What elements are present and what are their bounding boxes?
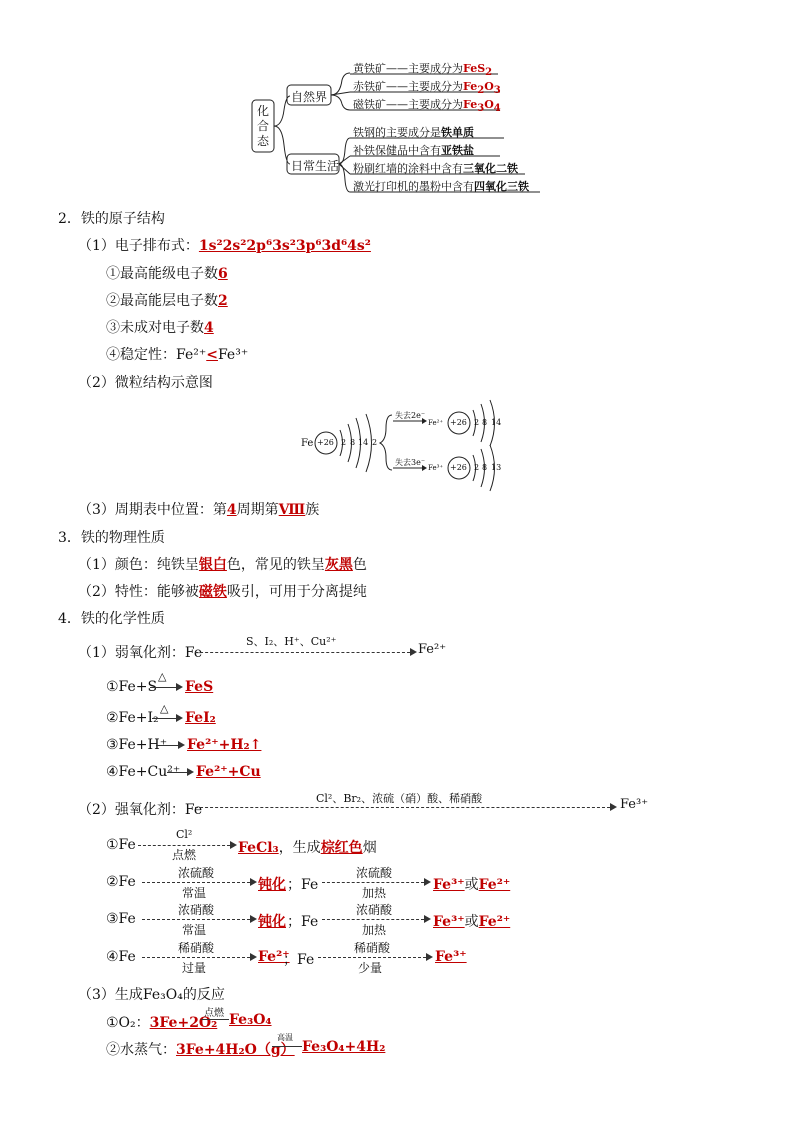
f2-product: Fe₃O₄+4H₂ bbox=[302, 1039, 386, 1055]
fe-symbol: Fe bbox=[301, 438, 314, 449]
weak-conditions: S、I₂、H⁺、Cu²⁺ bbox=[246, 635, 337, 648]
section-2-heading: 2．铁的原子结构 bbox=[58, 211, 165, 227]
s3-separator: ；Fe bbox=[287, 914, 319, 930]
lose-3e-label: 失去3e⁻ bbox=[395, 458, 426, 467]
fe3-symbol: Fe³⁺ bbox=[428, 464, 444, 472]
mindmap-nature-label: 自然界 bbox=[291, 90, 328, 104]
weak-arrow-line bbox=[195, 652, 410, 653]
electron-config: （1）电子排布式：1s²2s²2p⁶3s²3p⁶3d⁶4s² bbox=[78, 238, 371, 254]
fe2-shell-1: 2 bbox=[474, 418, 480, 427]
particle-structure-label: （2）微粒结构示意图 bbox=[78, 375, 213, 391]
w3-arrow bbox=[156, 745, 178, 746]
fe3-shell-1: 2 bbox=[474, 463, 480, 472]
s4-arrowhead bbox=[250, 953, 257, 961]
weak-product: Fe²⁺ bbox=[418, 642, 447, 657]
s1-top: Cl² bbox=[176, 828, 193, 841]
s1-result: FeCl₃，生成棕红色烟 bbox=[238, 840, 377, 856]
s3-bottom: 常温 bbox=[182, 923, 207, 937]
w1-condition: △ bbox=[158, 670, 167, 683]
daily-item-1: 铁钢的主要成分是铁单质 bbox=[353, 126, 474, 139]
w4-answer: Fe²⁺+Cu bbox=[196, 764, 261, 780]
strong-reaction-3: ③Fe bbox=[106, 911, 136, 927]
highest-shell-electrons: ②最高能层电子数2 bbox=[106, 293, 228, 309]
weak-reaction-1: ①Fe+S bbox=[106, 679, 158, 695]
s2-result2: Fe³⁺或Fe²⁺ bbox=[433, 877, 511, 893]
strong-conditions: Cl²、Br₂、浓硫（硝）酸、稀硝酸 bbox=[316, 792, 483, 805]
highest-level-electrons: ①最高能级电子数6 bbox=[106, 266, 228, 282]
strong-reaction-1: ①Fe bbox=[106, 837, 136, 853]
fe3o4-oxygen: ①O₂：3Fe+2O₂ bbox=[106, 1015, 218, 1031]
daily-item-2: 补铁保健品中含有亚铁盐 bbox=[353, 144, 474, 157]
fe-shell-3: 14 bbox=[358, 438, 369, 447]
s1-bottom: 点燃 bbox=[172, 848, 197, 862]
weak-arrowhead bbox=[410, 648, 417, 656]
fe2-symbol: Fe²⁺ bbox=[428, 419, 444, 427]
s4-separator: ；Fe bbox=[283, 952, 315, 968]
s3-result2: Fe³⁺或Fe²⁺ bbox=[433, 914, 511, 930]
s4-top: 稀硝酸 bbox=[178, 941, 215, 955]
strong-reaction-2: ②Fe bbox=[106, 874, 136, 890]
section-3-heading: 3．铁的物理性质 bbox=[58, 530, 165, 546]
strong-arrow-line bbox=[195, 807, 610, 808]
weak-reaction-3: ③Fe+H⁺ bbox=[106, 737, 168, 753]
f1-product: Fe₃O₄ bbox=[229, 1012, 272, 1028]
strong-arrowhead bbox=[610, 803, 617, 811]
w3-arrowhead bbox=[178, 741, 185, 749]
daily-item-3: 粉刷红墙的涂料中含有三氧化二铁 bbox=[353, 162, 518, 175]
color-line: （1）颜色：纯铁呈银白色，常见的铁呈灰黑色 bbox=[78, 557, 367, 573]
s4-bottom2: 少量 bbox=[358, 961, 383, 975]
fe2-shell-3: 14 bbox=[491, 418, 502, 427]
s3-arrowhead2 bbox=[424, 915, 431, 923]
f2-condition: 高温 bbox=[277, 1033, 293, 1042]
w2-answer: FeI₂ bbox=[185, 710, 216, 726]
f2-line bbox=[272, 1046, 302, 1047]
w3-answer: Fe²⁺+H₂↑ bbox=[187, 737, 262, 753]
s4-arrow2 bbox=[318, 957, 426, 958]
strong-reaction-4: ④Fe bbox=[106, 949, 136, 965]
w1-arrowhead bbox=[176, 683, 183, 691]
s3-bottom2: 加热 bbox=[362, 923, 387, 937]
f1-line bbox=[201, 1019, 229, 1020]
weak-reaction-4: ④Fe+Cu²⁺ bbox=[106, 764, 181, 780]
fe-nucleus: +26 bbox=[317, 438, 334, 447]
unpaired-electrons: ③未成对电子数4 bbox=[106, 320, 214, 336]
s4-top2: 稀硝酸 bbox=[354, 941, 391, 955]
nature-item-3: 磁铁矿——主要成分为$Fe_3O_4$ bbox=[353, 98, 501, 115]
w2-arrowhead bbox=[176, 714, 183, 722]
property-line: （2）特性：能够被磁铁吸引，可用于分离提纯 bbox=[78, 584, 367, 600]
s2-bottom2: 加热 bbox=[362, 886, 387, 900]
s2-arrowhead2 bbox=[424, 878, 431, 886]
w2-arrow bbox=[152, 718, 176, 719]
mindmap-root: 化合态 bbox=[257, 104, 270, 148]
s4-answer: Fe²⁺ bbox=[258, 949, 290, 965]
weak-reaction-2: ②Fe+I₂ bbox=[106, 710, 159, 726]
fe2-shell-2: 8 bbox=[482, 418, 488, 427]
fe3-shell-2: 8 bbox=[482, 463, 488, 472]
s4-arrowhead2 bbox=[426, 953, 433, 961]
s2-arrow bbox=[142, 882, 250, 883]
s2-arrowhead bbox=[250, 878, 257, 886]
s2-top2: 浓硫酸 bbox=[356, 866, 393, 880]
fe-shell-1: 2 bbox=[341, 438, 347, 447]
daily-item-4: 激光打印机的墨粉中含有四氧化三铁 bbox=[353, 180, 529, 193]
mindmap-daily-label: 日常生活 bbox=[291, 159, 340, 173]
s3-arrow bbox=[142, 919, 250, 920]
s2-bottom: 常温 bbox=[182, 886, 207, 900]
fe3o4-steam: ②水蒸气：3Fe+4H₂O（g） bbox=[106, 1042, 295, 1058]
s4-arrow bbox=[142, 957, 250, 958]
s3-top2: 浓硝酸 bbox=[356, 903, 393, 917]
fe2-nucleus: +26 bbox=[450, 418, 467, 427]
s2-answer: 钝化 bbox=[258, 877, 286, 893]
strong-product: Fe³⁺ bbox=[620, 797, 649, 812]
fe-shell-2: 8 bbox=[350, 438, 356, 447]
stability: ④稳定性：Fe²⁺<Fe³⁺ bbox=[106, 347, 249, 363]
w4-arrowhead bbox=[187, 768, 194, 776]
s1-arrowhead bbox=[230, 841, 237, 849]
weak-oxidizer-label: （1）弱氧化剂：Fe bbox=[78, 645, 203, 661]
s4-answer2: Fe³⁺ bbox=[435, 949, 467, 965]
fe3-nucleus: +26 bbox=[450, 463, 467, 472]
nature-item-1: 黄铁矿——主要成分为FeS$_2$ bbox=[353, 62, 493, 79]
fe3-shell-3: 13 bbox=[491, 463, 502, 472]
periodic-position: （3）周期表中位置：第4周期第Ⅷ族 bbox=[78, 502, 320, 518]
w2-condition: △ bbox=[160, 702, 169, 715]
w1-arrow bbox=[150, 687, 176, 688]
s2-separator: ；Fe bbox=[287, 877, 319, 893]
strong-oxidizer-label: （2）强氧化剂：Fe bbox=[78, 802, 203, 818]
s3-answer: 钝化 bbox=[258, 914, 286, 930]
lose-2e-label: 失去2e⁻ bbox=[395, 411, 426, 420]
fe-shell-4: 2 bbox=[372, 438, 378, 447]
f1-condition: 点燃 bbox=[204, 1008, 224, 1019]
fe3o4-label: （3）生成Fe₃O₄的反应 bbox=[78, 987, 225, 1003]
s2-arrow2 bbox=[322, 882, 424, 883]
s3-arrow2 bbox=[322, 919, 424, 920]
s4-bottom: 过量 bbox=[182, 961, 207, 975]
s3-arrowhead bbox=[250, 915, 257, 923]
w1-answer: FeS bbox=[185, 679, 214, 695]
s3-top: 浓硝酸 bbox=[178, 903, 215, 917]
s2-top: 浓硫酸 bbox=[178, 866, 215, 880]
section-4-heading: 4．铁的化学性质 bbox=[58, 611, 165, 627]
w4-arrow bbox=[167, 772, 187, 773]
nature-item-2: 赤铁矿——主要成分为$Fe_2O_3$ bbox=[353, 80, 501, 97]
